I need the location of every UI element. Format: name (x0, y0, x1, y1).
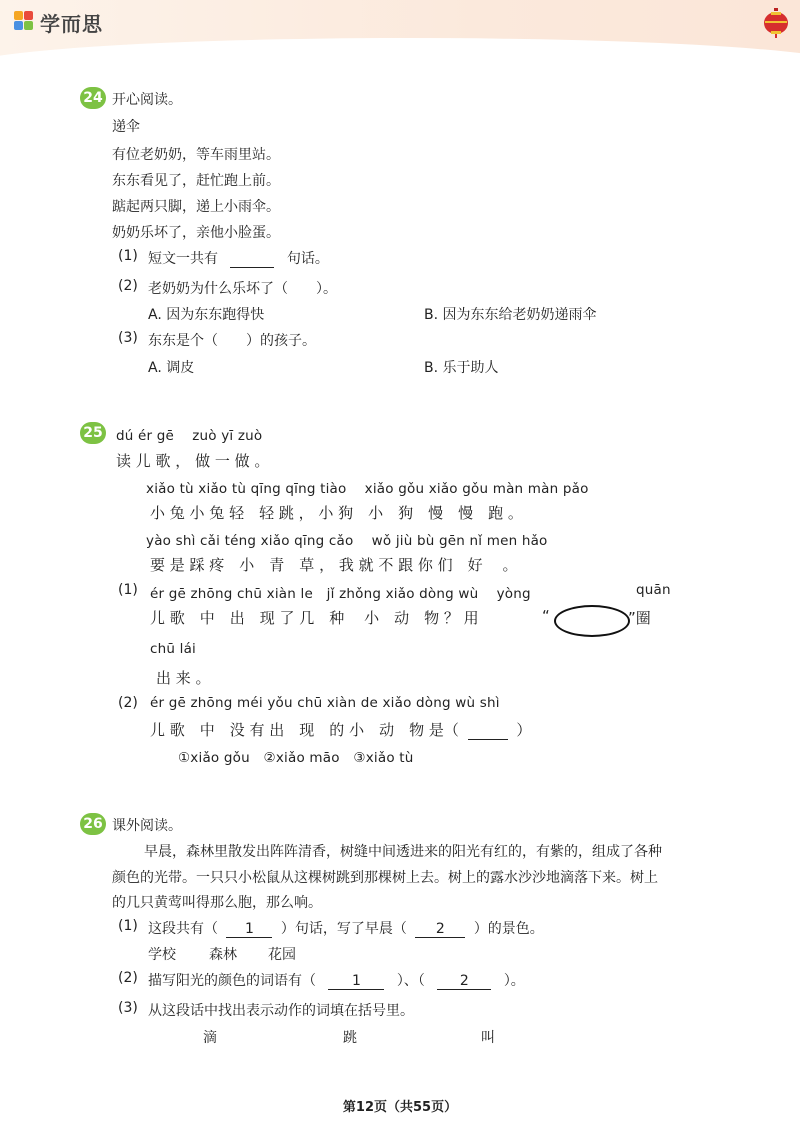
sub-question-text-b: ）句话，写了早晨（ (280, 921, 407, 937)
sub-question-text: 东东是个（ ）的孩子。 (148, 333, 316, 349)
answer-blank[interactable]: 1 (226, 921, 272, 938)
sub-question-number: (1) (118, 918, 138, 934)
answer-blank[interactable] (468, 721, 508, 740)
question-number-badge: 26 (80, 813, 106, 835)
question-number-badge: 25 (80, 422, 106, 444)
sub-question-number: (2) (118, 970, 138, 986)
page-number: 第12页（共55页） (342, 1100, 458, 1115)
answer-blank[interactable]: 2 (415, 921, 465, 938)
action-word: 跳 (343, 1030, 357, 1046)
sub-question-text (148, 970, 525, 990)
sub-question-text-b: 句话。 (286, 251, 329, 267)
sub-question-pinyin-end: quān (636, 582, 671, 598)
sub-question-pinyin: ér gē zhōng méi yǒu chū xiàn de xiǎo dòng wù shì (150, 695, 500, 711)
option-word[interactable]: 学校 (148, 947, 176, 963)
passage-line: 的几只黄莺叫得那么胞，那么响。 (112, 895, 322, 911)
question-title: 开心阅读。 (112, 92, 182, 108)
sub-question-number: (3) (118, 1000, 138, 1016)
sub-question-text-b: ）、（ (396, 973, 425, 989)
quote-close: ”圈 (628, 609, 651, 627)
rhyme-pinyin: yào shì cǎi téng xiǎo qīng cǎo wǒ jiù bù gēn nǐ men hǎo (146, 533, 548, 549)
sub-question-number: (1) (118, 582, 138, 598)
sub-question-hanzi-a: 儿 歌 中 没 有 出 现 的 小 动 物 是（ (150, 721, 459, 739)
sub-question-number: (2) (118, 695, 138, 711)
rhyme-hanzi: 小 兔 小 兔 轻 轻 跳 ， 小 狗 小 狗 慢 慢 跑 。 (150, 504, 523, 522)
answer-options[interactable]: ①xiǎo gǒu ②xiǎo māo ③xiǎo tù (178, 750, 414, 766)
poem-line: 东东看见了，赶忙跑上前。 (112, 173, 280, 189)
title-pinyin: dú ér gē zuò yī zuò (116, 428, 263, 444)
sub-question-text: 从这段话中找出表示动作的词填在括号里。 (148, 1003, 414, 1019)
title-hanzi: 读 儿 歌 ， 做 一 做 。 (116, 452, 270, 470)
sub-question-hanzi-b: ） (516, 721, 532, 739)
answer-blank[interactable]: 1 (328, 973, 384, 990)
circle-answer-oval[interactable] (554, 605, 630, 637)
rhyme-pinyin: xiǎo tù xiǎo tù qīng qīng tiào xiǎo gǒu xiǎo gǒu màn màn pǎo (146, 481, 589, 497)
quote-open: “ (542, 607, 550, 625)
sub-question-number: (3) (118, 330, 138, 346)
sub-question-pinyin: ér gē zhōng chū xiàn le jǐ zhǒng xiǎo dòng wù yòng (150, 586, 531, 602)
option-word[interactable]: 森林 (209, 947, 237, 963)
sub-question-hanzi: 出 来 。 (156, 669, 211, 687)
sub-question-text (148, 248, 329, 268)
sub-question-hanzi (150, 719, 531, 740)
poem-line: 踮起两只脚，递上小雨伞。 (112, 199, 280, 215)
option-a[interactable]: A. 因为东东跑得快 (148, 307, 265, 323)
brand-logo (14, 8, 103, 36)
sub-question-number: (2) (118, 278, 138, 294)
sub-question-text-a: 描写阳光的颜色的词语有（ (148, 973, 316, 989)
poem-line: 奶奶乐坏了，亲他小脸蛋。 (112, 225, 280, 241)
option-b[interactable]: B. 乐于助人 (424, 360, 499, 376)
sub-question-pinyin: chū lái (150, 641, 197, 657)
passage-line: 早晨，森林里散发出阵阵清香，树缝中间透进来的阳光有红的，有紫的，组成了各种 (144, 844, 662, 860)
poem-title: 递伞 (112, 119, 140, 135)
option-word[interactable]: 花园 (268, 947, 296, 963)
sub-question-text (148, 918, 544, 938)
sub-question-text-a: 短文一共有 (148, 251, 218, 267)
sub-question-text: 老奶奶为什么乐坏了（ ）。 (148, 281, 337, 297)
sub-question-number: (1) (118, 248, 138, 264)
poem-line: 有位老奶奶，等车雨里站。 (112, 147, 280, 163)
option-b[interactable]: B. 因为东东给老奶奶递雨伞 (424, 307, 597, 323)
sub-question-text-a: 这段共有（ (148, 921, 218, 937)
sub-question-hanzi: 儿 歌 中 出 现 了 几 种 小 动 物 ？ 用 (150, 609, 479, 627)
logo-mark-icon (14, 9, 36, 35)
logo-text: 学而思 (40, 11, 103, 36)
action-word: 叫 (481, 1030, 495, 1046)
sub-question-text-c: ）的景色。 (473, 921, 544, 937)
question-number-badge: 24 (80, 87, 106, 109)
action-word: 滴 (203, 1030, 217, 1046)
question-title: 课外阅读。 (112, 818, 182, 834)
answer-blank[interactable] (230, 251, 274, 268)
lantern-icon (762, 8, 790, 38)
option-a[interactable]: A. 调皮 (148, 360, 195, 376)
sub-question-text-c: ）。 (503, 973, 525, 989)
page-header (0, 0, 800, 62)
passage-line: 颜色的光带。一只只小松鼠从这棵树跳到那棵树上去。树上的露水沙沙地滴落下来。树上 (112, 870, 658, 886)
answer-blank[interactable]: 2 (437, 973, 491, 990)
rhyme-hanzi: 要 是 踩 疼 小 青 草 ， 我 就 不 跟 你 们 好 。 (150, 556, 518, 574)
